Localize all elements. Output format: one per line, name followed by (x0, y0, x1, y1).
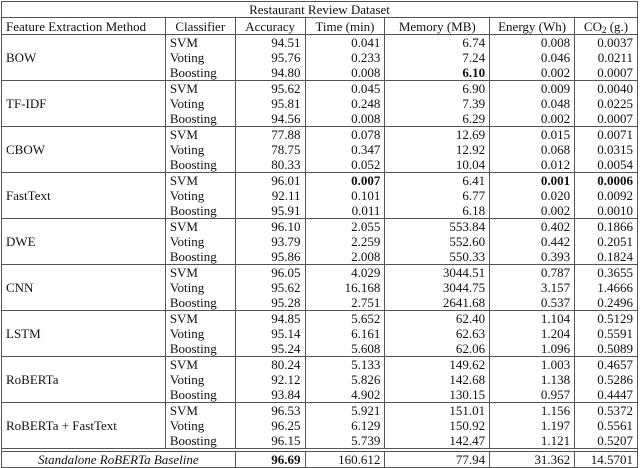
co2-cell: 0.0007 (575, 111, 638, 127)
co2-label: CO (583, 18, 602, 34)
accuracy-cell: 80.33 (235, 157, 305, 173)
memory-cell: 3044.51 (385, 265, 490, 281)
accuracy-cell: 96.05 (235, 265, 305, 281)
co2-cell: 0.5591 (575, 326, 638, 341)
time-cell: 0.011 (305, 203, 385, 219)
memory-cell: 130.15 (385, 387, 490, 403)
co2-cell: 0.5286 (575, 372, 638, 387)
time-cell: 0.233 (305, 50, 385, 65)
co2-cell: 0.0092 (575, 188, 638, 203)
classifier-cell: Boosting (165, 111, 235, 127)
energy-cell: 1.204 (490, 326, 575, 341)
memory-cell: 6.77 (385, 188, 490, 203)
classifier-cell: Voting (165, 96, 235, 111)
accuracy-cell: 92.12 (235, 372, 305, 387)
time-cell: 6.161 (305, 326, 385, 341)
baseline-label: Standalone RoBERTa Baseline (2, 452, 236, 468)
baseline-energy-cell: 31.362 (490, 452, 575, 468)
energy-cell: 1.121 (490, 433, 575, 449)
classifier-cell: Boosting (165, 203, 235, 219)
results-table (1, 1, 638, 468)
accuracy-cell: 95.76 (235, 50, 305, 65)
co2-cell: 1.4666 (575, 280, 638, 295)
baseline-co2-cell: 14.5701 (575, 452, 638, 468)
time-cell: 5.739 (305, 433, 385, 449)
energy-cell: 0.393 (490, 249, 575, 265)
time-cell: 0.101 (305, 188, 385, 203)
accuracy-cell: 94.51 (235, 35, 305, 51)
co2-cell: 0.0211 (575, 50, 638, 65)
accuracy-cell: 77.88 (235, 127, 305, 143)
time-cell: 5.921 (305, 403, 385, 419)
method-name: LSTM (2, 311, 166, 357)
accuracy-cell: 95.86 (235, 249, 305, 265)
time-cell: 2.008 (305, 249, 385, 265)
accuracy-cell: 96.15 (235, 433, 305, 449)
accuracy-cell: 94.56 (235, 111, 305, 127)
memory-cell: 142.68 (385, 372, 490, 387)
baseline-memory-cell: 77.94 (385, 452, 490, 468)
classifier-cell: Boosting (165, 295, 235, 311)
table-row (2, 81, 638, 97)
accuracy-cell: 96.01 (235, 173, 305, 189)
co2-cell: 0.4447 (575, 387, 638, 403)
table-row (2, 265, 638, 281)
classifier-cell: Boosting (165, 249, 235, 265)
energy-cell: 0.020 (490, 188, 575, 203)
time-cell: 0.078 (305, 127, 385, 143)
accuracy-cell: 96.10 (235, 219, 305, 235)
accuracy-cell: 93.84 (235, 387, 305, 403)
energy-cell: 0.046 (490, 50, 575, 65)
co2-cell: 0.2051 (575, 234, 638, 249)
header-memory: Memory (MB) (385, 18, 490, 35)
classifier-cell: Voting (165, 372, 235, 387)
classifier-cell: Voting (165, 142, 235, 157)
classifier-cell: SVM (165, 265, 235, 281)
co2-cell: 0.3655 (575, 265, 638, 281)
memory-cell: 142.47 (385, 433, 490, 449)
table-row (2, 219, 638, 235)
energy-cell: 1.138 (490, 372, 575, 387)
memory-cell: 550.33 (385, 249, 490, 265)
energy-cell: 0.002 (490, 203, 575, 219)
table-body (2, 35, 638, 468)
classifier-cell: Boosting (165, 341, 235, 357)
memory-cell: 150.92 (385, 418, 490, 433)
method-name: RoBERTa (2, 357, 166, 403)
accuracy-cell: 94.80 (235, 65, 305, 81)
time-cell: 4.902 (305, 387, 385, 403)
co2-cell: 0.0315 (575, 142, 638, 157)
memory-cell: 62.06 (385, 341, 490, 357)
co2-cell: 0.0007 (575, 65, 638, 81)
classifier-cell: Boosting (165, 387, 235, 403)
table-row (2, 311, 638, 327)
energy-cell: 1.096 (490, 341, 575, 357)
classifier-cell: Voting (165, 50, 235, 65)
accuracy-cell: 93.79 (235, 234, 305, 249)
classifier-cell: SVM (165, 403, 235, 419)
energy-cell: 0.015 (490, 127, 575, 143)
memory-cell: 149.62 (385, 357, 490, 373)
co2-unit: (g.) (606, 18, 629, 34)
time-cell: 16.168 (305, 280, 385, 295)
classifier-cell: SVM (165, 35, 235, 51)
time-cell: 0.008 (305, 111, 385, 127)
table-row (2, 127, 638, 143)
time-cell: 0.041 (305, 35, 385, 51)
classifier-cell: Voting (165, 326, 235, 341)
classifier-cell: SVM (165, 127, 235, 143)
energy-cell: 0.068 (490, 142, 575, 157)
time-cell: 0.347 (305, 142, 385, 157)
header-row (2, 18, 638, 35)
memory-cell: 6.74 (385, 35, 490, 51)
accuracy-cell: 80.24 (235, 357, 305, 373)
memory-cell: 62.40 (385, 311, 490, 327)
table-row (2, 357, 638, 373)
memory-cell: 151.01 (385, 403, 490, 419)
time-cell: 5.826 (305, 372, 385, 387)
memory-cell: 6.18 (385, 203, 490, 219)
method-name: RoBERTa + FastText (2, 403, 166, 449)
classifier-cell: SVM (165, 219, 235, 235)
energy-cell: 0.787 (490, 265, 575, 281)
time-cell: 4.029 (305, 265, 385, 281)
accuracy-cell: 95.62 (235, 81, 305, 97)
energy-cell: 1.104 (490, 311, 575, 327)
co2-cell: 0.0010 (575, 203, 638, 219)
accuracy-cell: 95.91 (235, 203, 305, 219)
co2-cell: 0.5207 (575, 433, 638, 449)
header-energy: Energy (Wh) (490, 18, 575, 35)
classifier-cell: Voting (165, 188, 235, 203)
energy-cell: 1.197 (490, 418, 575, 433)
energy-cell: 0.048 (490, 96, 575, 111)
co2-cell: 0.1866 (575, 219, 638, 235)
classifier-cell: Voting (165, 418, 235, 433)
header-time: Time (min) (305, 18, 385, 35)
method-name: DWE (2, 219, 166, 265)
co2-subscript: 2 (601, 24, 607, 35)
header-classifier: Classifier (165, 18, 235, 35)
co2-cell: 0.5089 (575, 341, 638, 357)
classifier-cell: Boosting (165, 433, 235, 449)
energy-cell: 0.002 (490, 111, 575, 127)
co2-cell: 0.0225 (575, 96, 638, 111)
classifier-cell: SVM (165, 357, 235, 373)
time-cell: 0.008 (305, 65, 385, 81)
classifier-cell: Boosting (165, 157, 235, 173)
energy-cell: 0.402 (490, 219, 575, 235)
classifier-cell: SVM (165, 81, 235, 97)
header-co2 (575, 18, 638, 35)
co2-cell: 0.5561 (575, 418, 638, 433)
table-row (2, 403, 638, 419)
classifier-cell: SVM (165, 173, 235, 189)
memory-cell: 6.29 (385, 111, 490, 127)
accuracy-cell: 96.53 (235, 403, 305, 419)
energy-cell: 0.009 (490, 81, 575, 97)
co2-cell: 0.1824 (575, 249, 638, 265)
baseline-accuracy-cell: 96.69 (235, 452, 305, 468)
method-name: CNN (2, 265, 166, 311)
header-accuracy: Accuracy (235, 18, 305, 35)
memory-cell: 6.10 (385, 65, 490, 81)
memory-cell: 7.24 (385, 50, 490, 65)
energy-cell: 0.442 (490, 234, 575, 249)
energy-cell: 0.001 (490, 173, 575, 189)
energy-cell: 0.537 (490, 295, 575, 311)
header-method: Feature Extraction Method (2, 18, 166, 35)
co2-cell: 0.0071 (575, 127, 638, 143)
co2-cell: 0.5129 (575, 311, 638, 327)
memory-cell: 6.41 (385, 173, 490, 189)
time-cell: 2.259 (305, 234, 385, 249)
co2-cell: 0.4657 (575, 357, 638, 373)
baseline-row (2, 452, 638, 468)
memory-cell: 552.60 (385, 234, 490, 249)
time-cell: 0.045 (305, 81, 385, 97)
energy-cell: 1.003 (490, 357, 575, 373)
accuracy-cell: 95.28 (235, 295, 305, 311)
accuracy-cell: 95.24 (235, 341, 305, 357)
accuracy-cell: 96.25 (235, 418, 305, 433)
energy-cell: 3.157 (490, 280, 575, 295)
accuracy-cell: 94.85 (235, 311, 305, 327)
time-cell: 5.133 (305, 357, 385, 373)
time-cell: 0.248 (305, 96, 385, 111)
energy-cell: 0.002 (490, 65, 575, 81)
memory-cell: 2641.68 (385, 295, 490, 311)
accuracy-cell: 78.75 (235, 142, 305, 157)
method-name: CBOW (2, 127, 166, 173)
method-name: TF-IDF (2, 81, 166, 127)
classifier-cell: Voting (165, 234, 235, 249)
co2-cell: 0.2496 (575, 295, 638, 311)
memory-cell: 12.69 (385, 127, 490, 143)
method-name: BOW (2, 35, 166, 81)
accuracy-cell: 95.62 (235, 280, 305, 295)
memory-cell: 10.04 (385, 157, 490, 173)
accuracy-cell: 95.81 (235, 96, 305, 111)
memory-cell: 3044.75 (385, 280, 490, 295)
table-row (2, 35, 638, 51)
memory-cell: 553.84 (385, 219, 490, 235)
memory-cell: 6.90 (385, 81, 490, 97)
classifier-cell: Boosting (165, 65, 235, 81)
time-cell: 5.608 (305, 341, 385, 357)
co2-cell: 0.0037 (575, 35, 638, 51)
memory-cell: 7.39 (385, 96, 490, 111)
baseline-time-cell: 160.612 (305, 452, 385, 468)
table-title: Restaurant Review Dataset (2, 2, 638, 18)
co2-cell: 0.0006 (575, 173, 638, 189)
time-cell: 0.052 (305, 157, 385, 173)
time-cell: 5.652 (305, 311, 385, 327)
classifier-cell: Voting (165, 280, 235, 295)
energy-cell: 0.957 (490, 387, 575, 403)
time-cell: 0.007 (305, 173, 385, 189)
accuracy-cell: 92.11 (235, 188, 305, 203)
energy-cell: 0.008 (490, 35, 575, 51)
table-row (2, 173, 638, 189)
accuracy-cell: 95.14 (235, 326, 305, 341)
energy-cell: 0.012 (490, 157, 575, 173)
time-cell: 6.129 (305, 418, 385, 433)
time-cell: 2.751 (305, 295, 385, 311)
co2-cell: 0.0054 (575, 157, 638, 173)
co2-cell: 0.5372 (575, 403, 638, 419)
classifier-cell: SVM (165, 311, 235, 327)
method-name: FastText (2, 173, 166, 219)
co2-cell: 0.0040 (575, 81, 638, 97)
energy-cell: 1.156 (490, 403, 575, 419)
time-cell: 2.055 (305, 219, 385, 235)
memory-cell: 12.92 (385, 142, 490, 157)
memory-cell: 62.63 (385, 326, 490, 341)
